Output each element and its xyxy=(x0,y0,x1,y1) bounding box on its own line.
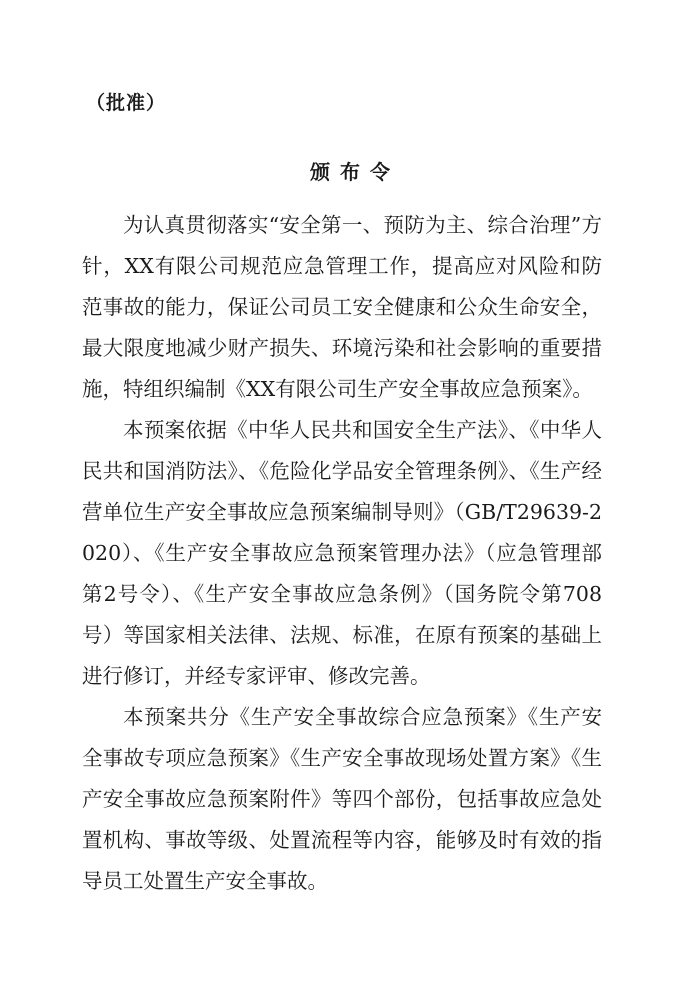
page-title: 颁布令 xyxy=(310,160,400,184)
document-body xyxy=(82,205,602,902)
paragraph-basis: 本预案依据《中华人民共和国安全生产法》、《中华人民共和国消防法》、《危险化学品安全管理条例》、《生产经营单位生产安全事故应急预案编制导则》（GB/T29639-2020）、《生产安全事故应急预案管理办法》（应急管理部第2号令）、《生产安全事故应急条例》（国务院令第708号）等国家相关法律、法规、标准，在原有预案的基础上进行修订，并经专家评审、修改完善。 xyxy=(82,418,602,688)
paragraph-purpose: 为认真贯彻落实“安全第一、预防为主、综合治理”方针，XX有限公司规范应急管理工作，提高应对风险和防范事故的能力，保证公司员工安全健康和公众生命安全，最大限度地减少财产损失、环境污染和社会影响的重要措施，特组织编制《XX有限公司生产安全事故应急预案》。 xyxy=(82,213,602,401)
paragraph-structure: 本预案共分《生产安全事故综合应急预案》《生产安全事故专项应急预案》《生产安全事故现场处置方案》《生产安全事故应急预案附件》等四个部份，包括事故应急处置机构、事故等级、处置流程等内容，能够及时有效的指导员工处置生产安全事故。 xyxy=(82,705,602,893)
approval-label: （批准） xyxy=(86,92,167,114)
